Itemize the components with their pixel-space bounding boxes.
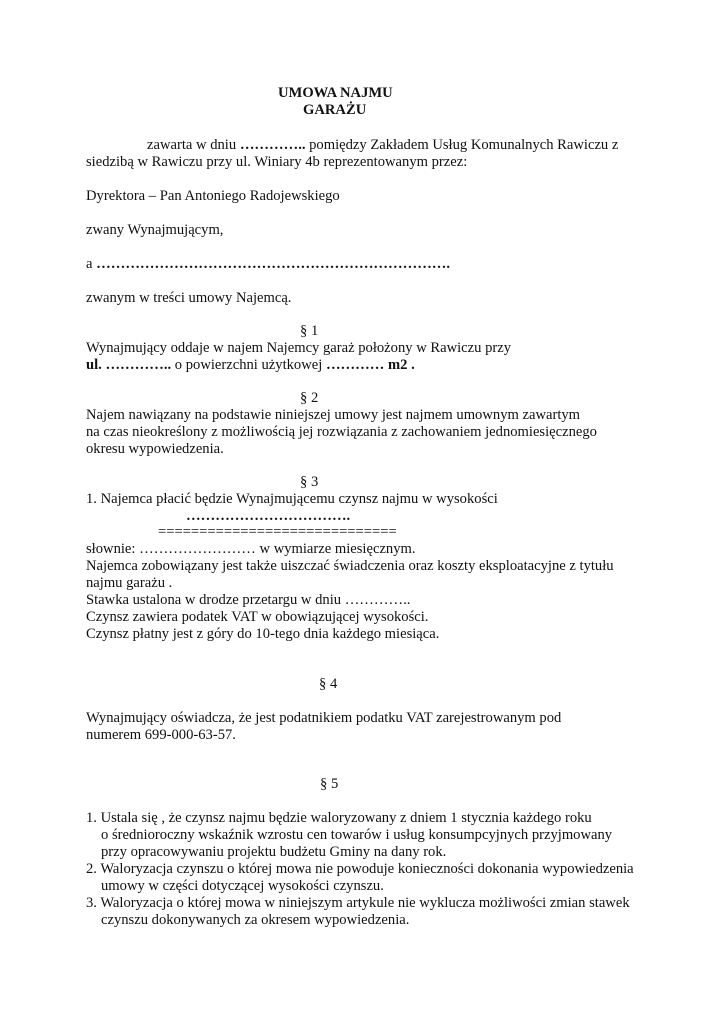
- intro-line2: siedzibą w Rawiczu przy ul. Winiary 4b reprezentowanym przez:: [86, 154, 468, 170]
- section-3-line6: Stawka ustalona w drodze przetargu w dniu …………..: [86, 592, 411, 608]
- section-5-item1-line1: 1. Ustala się , że czynsz najmu będzie waloryzowany z dniem 1 stycznia każdego roku: [86, 810, 592, 826]
- intro-date-dots: …………..: [239, 137, 306, 153]
- lessee-named-line: zwanym w treści umowy Najemcą.: [86, 290, 292, 306]
- document-title-line2: GARAŻU: [303, 102, 367, 118]
- section-1-area-label: o powierzchni użytkowej: [171, 357, 326, 373]
- section-3-words: słownie: …………………… w wymiarze miesięcznym.: [86, 541, 416, 557]
- section-3-line4: Najemca zobowiązany jest także uiszczać świadczenia oraz koszty eksploatacyjne z tytułu: [86, 558, 614, 574]
- section-5-item1-line2: o średnioroczny wskaźnik wzrostu cen towarów i usług konsumpcyjnych przyjmowany: [101, 827, 613, 843]
- section-5-heading: § 5: [320, 776, 339, 792]
- section-1-area: ………… m2 .: [325, 357, 415, 373]
- section-3-amount-dots: …………………………….: [186, 508, 351, 524]
- section-5-item2-line1: 2. Waloryzacja czynszu o której mowa nie powoduje konieczności dokonania wypowiedzenia: [86, 861, 634, 877]
- document-title-line1: UMOWA NAJMU: [278, 85, 393, 101]
- section-3-equals: =============================: [158, 524, 397, 540]
- section-2-line2: na czas nieokreślony z możliwością jej rozwiązania z zachowaniem jednomiesięcznego: [86, 424, 597, 440]
- section-4-heading: § 4: [319, 676, 338, 692]
- section-1-street: ul. …………..: [86, 357, 172, 373]
- intro-date-label: zawarta w dniu: [147, 137, 237, 153]
- section-1-line1: Wynajmujący oddaje w najem Najemcy garaż położony w Rawiczu przy: [86, 340, 512, 356]
- section-1-line2: [86, 357, 415, 374]
- section-3-line1: 1. Najemca płacić będzie Wynajmującemu czynsz najmu w wysokości: [86, 491, 498, 507]
- director-line: Dyrektora – Pan Antoniego Radojewskiego: [86, 188, 340, 204]
- lessor-line: zwany Wynajmującym,: [86, 222, 224, 238]
- section-2-line3: okresu wypowiedzenia.: [86, 441, 224, 457]
- section-3-line5: najmu garażu .: [86, 575, 173, 591]
- intro-line1: [147, 137, 618, 154]
- section-3-line7: Czynsz zawiera podatek VAT w obowiązującej wysokości.: [86, 609, 429, 625]
- section-3-heading: § 3: [300, 474, 319, 490]
- section-5-item1-line3: przy opracowywaniu projektu budżetu Gminy na dany rok.: [101, 844, 447, 860]
- section-5-item3-line1: 3. Waloryzacja o której mowa w niniejszym artykule nie wyklucza możliwości zmian stawek: [86, 895, 630, 911]
- lessee-line: [86, 256, 450, 273]
- section-3-line8: Czynsz płatny jest z góry do 10-tego dnia każdego miesiąca.: [86, 626, 440, 642]
- lessee-a: a: [86, 256, 93, 272]
- section-2-heading: § 2: [300, 390, 319, 406]
- section-5-item3-line2: czynszu dokonywanych za okresem wypowiedzenia.: [101, 912, 410, 928]
- lessee-dots: ……………………………………………………………….: [96, 256, 451, 272]
- section-1-heading: § 1: [300, 323, 319, 339]
- section-4-line1: Wynajmujący oświadcza, że jest podatnikiem podatku VAT zarejestrowanym pod: [86, 710, 562, 726]
- section-5-item2-line2: umowy w części dotyczącej wysokości czynszu.: [101, 878, 384, 894]
- section-4-line2: numerem 699-000-63-57.: [86, 727, 236, 743]
- intro-parties: pomiędzy Zakładem Usług Komunalnych Rawiczu z: [305, 137, 619, 153]
- section-2-line1: Najem nawiązany na podstawie niniejszej umowy jest najmem umownym zawartym: [86, 407, 581, 423]
